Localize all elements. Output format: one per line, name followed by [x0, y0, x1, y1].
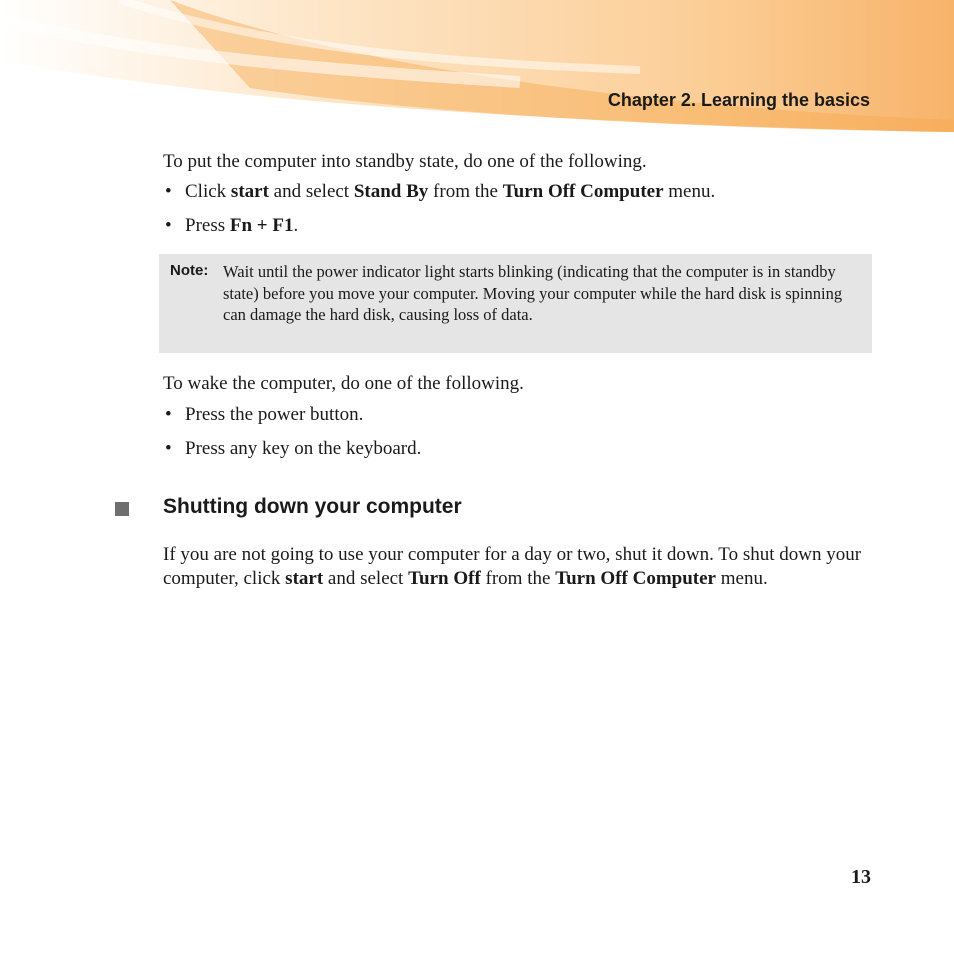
standby-intro: To put the computer into standby state, do one of the following. [163, 151, 647, 172]
wake-intro: To wake the computer, do one of the following. [163, 373, 524, 394]
bullet-dot: • [165, 215, 172, 236]
menu-turn-off-computer: Turn Off Computer [555, 568, 716, 589]
section-marker-icon [115, 502, 129, 516]
list-item [163, 437, 883, 471]
list-item [163, 214, 883, 248]
standby-options-list [163, 180, 883, 248]
section-heading: Shutting down your computer [163, 495, 462, 518]
bullet-dot: • [165, 181, 172, 202]
text-run: If you are not going to use your computer for a day or two, shut it down. To shut down your computer, click [163, 544, 862, 589]
text-run: and select [268, 181, 354, 202]
text-run: Press [185, 215, 230, 236]
command-turn-off: Turn Off [408, 568, 481, 589]
text-run: and select [323, 568, 409, 589]
bullet-dot: • [165, 404, 172, 425]
note-text: Wait until the power indicator light starts blinking (indicating that the computer is in standby state) before you move your computer. Moving your computer while the hard disk is spinning can damage the hard disk, causing loss of data. [223, 262, 843, 324]
bullet-dot: • [165, 438, 172, 459]
list-item [163, 180, 883, 214]
text-run: from the [480, 568, 556, 589]
note-label: Note: [170, 262, 209, 279]
note-box [159, 254, 872, 353]
wake-options-list [163, 403, 883, 471]
list-item-text: Press the power button. [185, 404, 364, 425]
shutdown-paragraph [163, 543, 875, 591]
list-item [163, 403, 883, 437]
menu-turn-off-computer: Turn Off Computer [502, 181, 664, 202]
command-start: start [285, 568, 324, 589]
chapter-title: Chapter 2. Learning the basics [607, 90, 870, 110]
key-combo-fn-f1: Fn + F1 [229, 215, 294, 236]
page-number: 13 [851, 866, 871, 888]
list-item-text: Press any key on the keyboard. [185, 438, 422, 459]
header-decoration [0, 0, 954, 140]
text-run: menu. [716, 568, 768, 589]
text-run: menu. [663, 181, 716, 202]
text-run: . [293, 215, 299, 236]
command-start: start [230, 181, 269, 202]
text-run: Click [185, 181, 231, 202]
text-run: from the [428, 181, 503, 202]
command-stand-by: Stand By [353, 181, 429, 202]
